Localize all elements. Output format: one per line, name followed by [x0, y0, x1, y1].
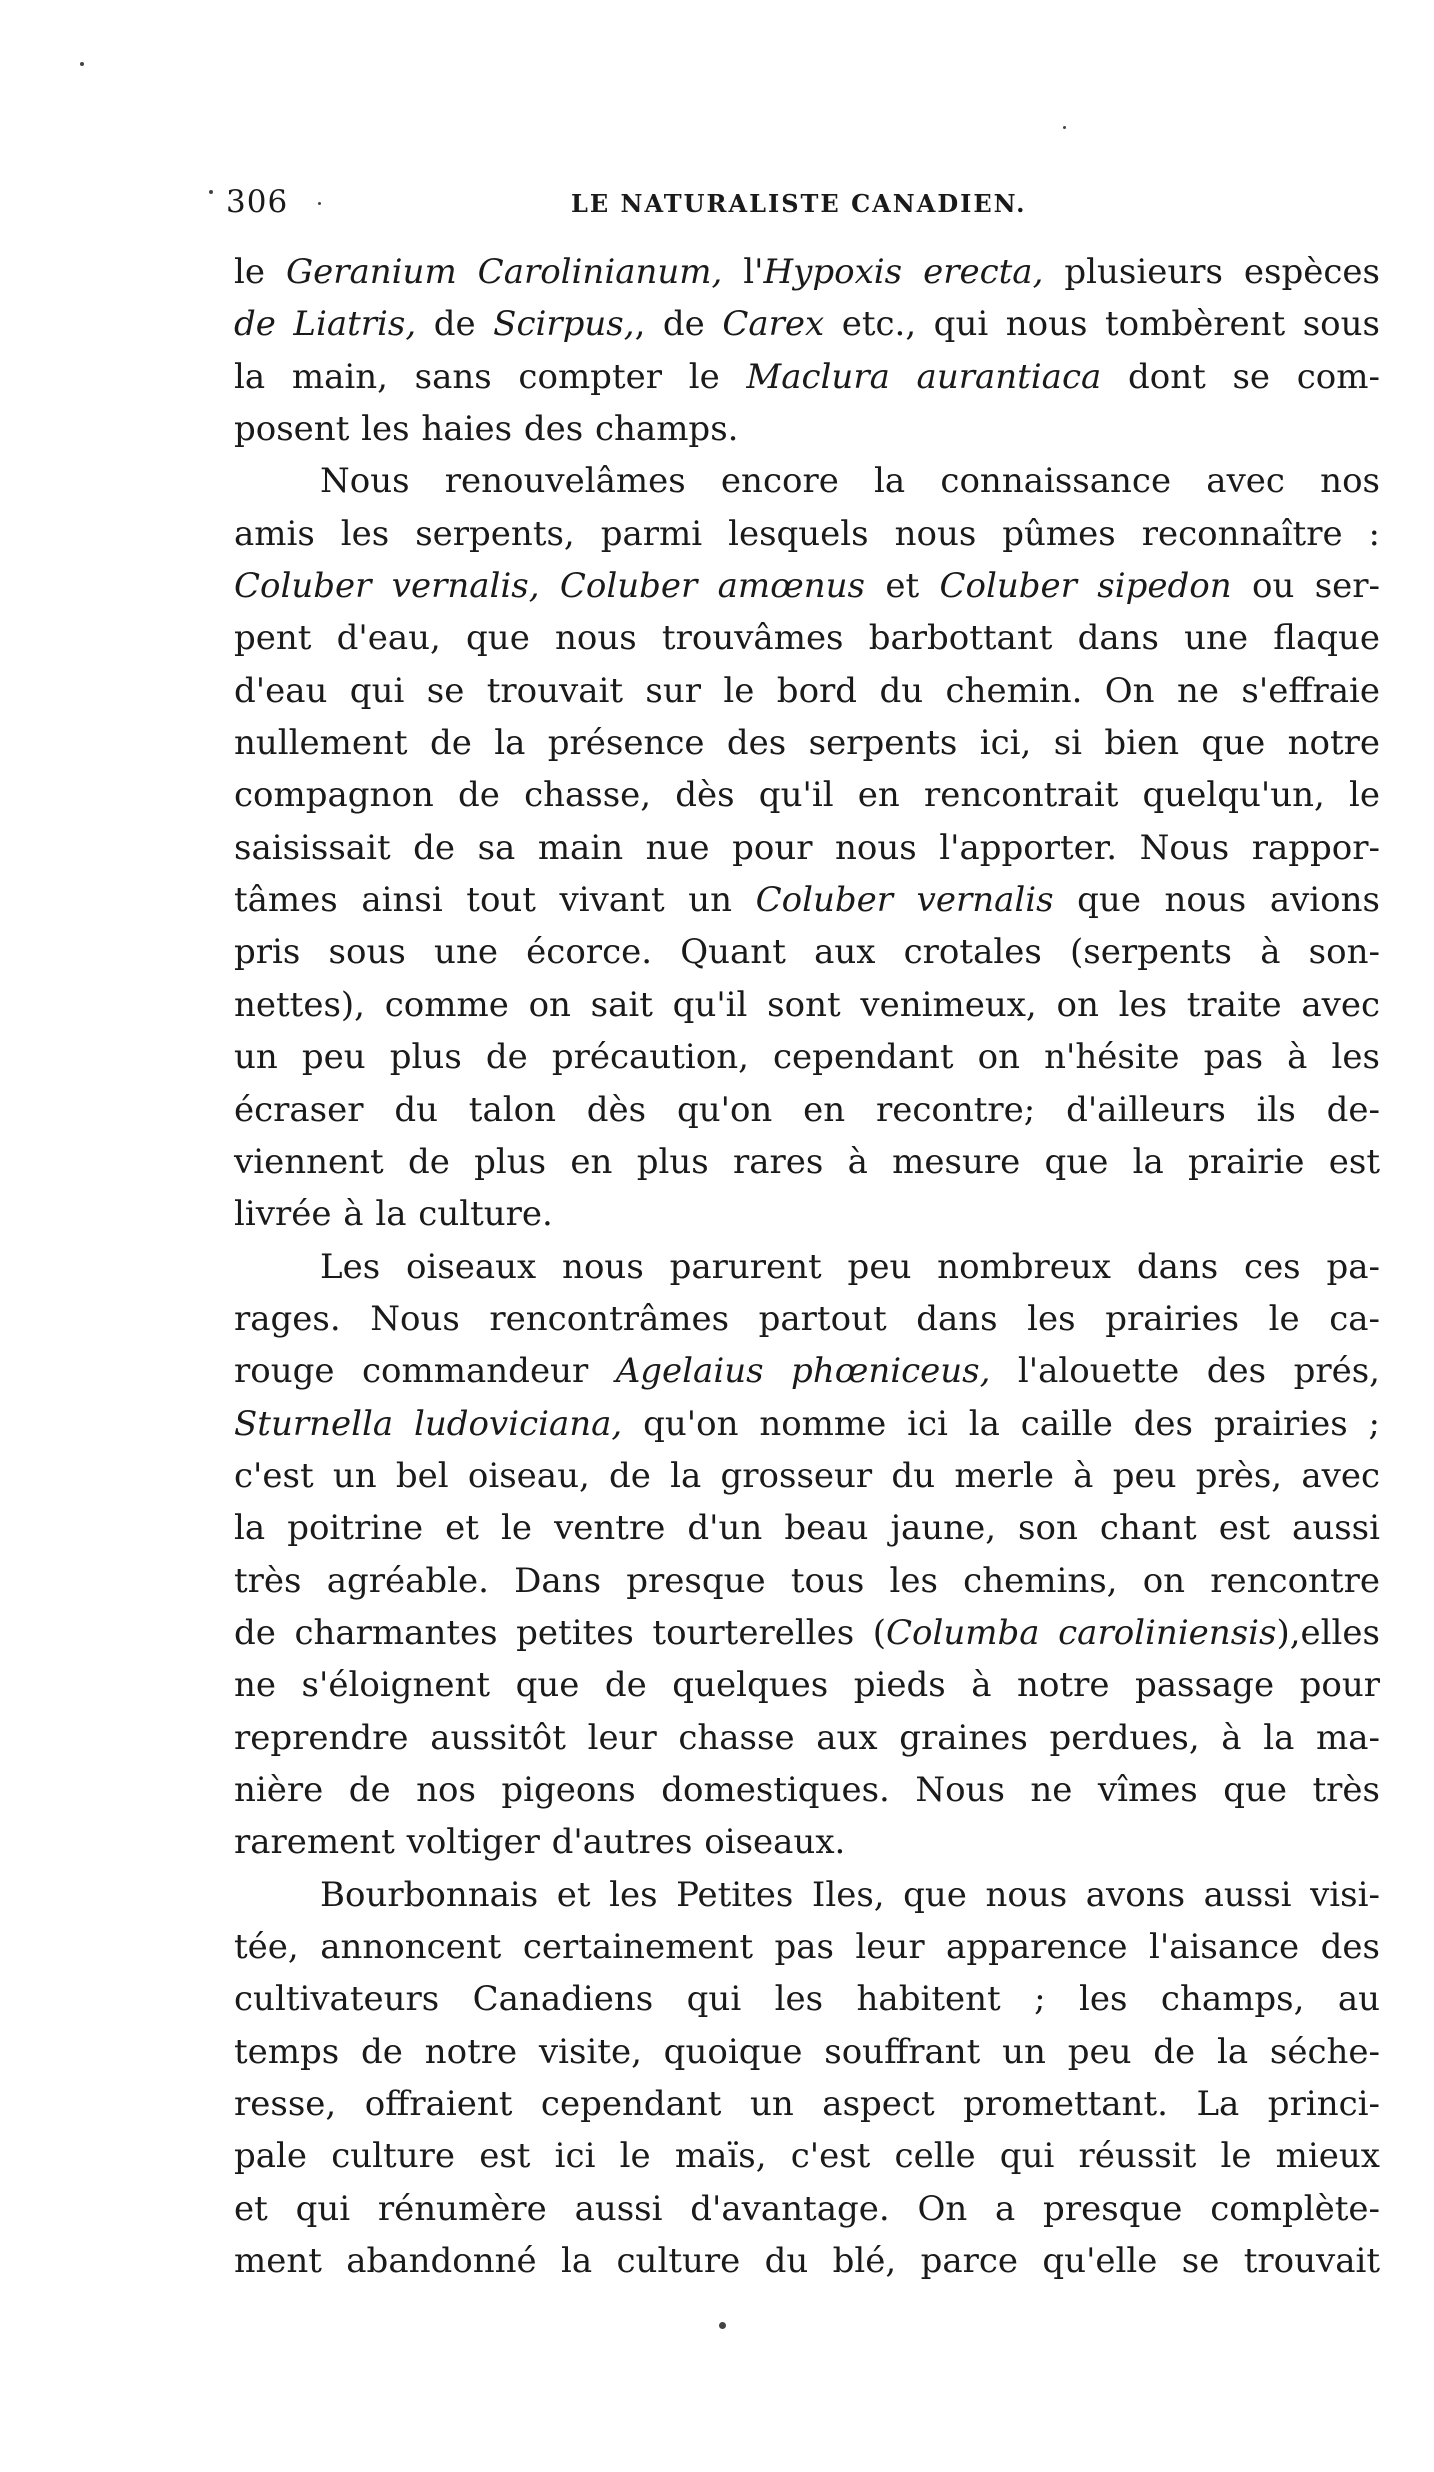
body-text — [234, 246, 1380, 2287]
text-line: d'eau qui se trouvait sur le bord du chemin. On ne s'effraie — [234, 670, 1380, 711]
text-line: très agréable. Dans presque tous les chemins, on rencontre — [234, 1560, 1380, 1601]
text-line: temps de notre visite, quoique souffrant un peu de la séche- — [234, 2031, 1380, 2072]
text-line: amis les serpents, parmi lesquels nous pûmes reconnaître : — [234, 513, 1380, 554]
text-line: la poitrine et le ventre d'un beau jaune, son chant est aussi — [234, 1508, 1380, 1549]
text-line: ment abandonné la culture du blé, parce qu'elle se trouvait — [234, 2241, 1380, 2282]
text-line: cultivateurs Canadiens qui les habitent ; les champs, au — [234, 1979, 1380, 2020]
scan-speck — [80, 62, 84, 66]
text-line: compagnon de chasse, dès qu'il en rencontrait quelqu'un, le — [234, 775, 1380, 816]
journal-title: LE NATURALISTE CANADIEN. — [571, 189, 1027, 218]
text-line: tâmes ainsi tout vivant un Coluber vernalis que nous avions — [234, 880, 1380, 921]
text-line: viennent de plus en plus rares à mesure que la prairie est — [234, 1141, 1380, 1182]
scan-speck — [719, 2322, 726, 2329]
text-line: Nous renouvelâmes encore la connaissance avec nos — [320, 461, 1380, 502]
text-line: de Liatris, de Scirpus,, de Carex etc., qui nous tombèrent sous — [234, 304, 1380, 345]
text-line: un peu plus de précaution, cependant on n'hésite pas à les — [234, 1037, 1380, 1078]
text-line: saisissait de sa main nue pour nous l'apporter. Nous rappor- — [234, 827, 1380, 868]
scan-speck — [209, 190, 213, 194]
text-line: et qui rénumère aussi d'avantage. On a presque complète- — [234, 2188, 1380, 2229]
page-number: 306 — [226, 184, 289, 220]
text-line: la main, sans compter le Maclura aurantiaca dont se com- — [234, 356, 1381, 397]
text-line: nullement de la présence des serpents ici, si bien que notre — [234, 723, 1380, 764]
text-line: Les oiseaux nous parurent peu nombreux dans ces pa- — [320, 1246, 1380, 1287]
text-line: posent les haies des champs. — [234, 409, 739, 450]
text-line: nière de nos pigeons domestiques. Nous ne vîmes que très — [234, 1769, 1380, 1810]
text-line: écraser du talon dès qu'on en recontre; d'ailleurs ils de- — [234, 1089, 1380, 1130]
text-line: nettes), comme on sait qu'il sont venimeux, on les traite avec — [234, 984, 1380, 1025]
text-line: resse, offraient cependant un aspect promettant. La princi- — [234, 2084, 1380, 2125]
text-line: pent d'eau, que nous trouvâmes barbottant dans une flaque — [234, 618, 1380, 659]
text-line: c'est un bel oiseau, de la grosseur du merle à peu près, avec — [234, 1455, 1380, 1496]
text-line: Coluber vernalis, Coluber amœnus et Coluber sipedon ou ser- — [234, 566, 1381, 607]
text-line: rarement voltiger d'autres oiseaux. — [234, 1822, 846, 1863]
text-line: ne s'éloignent que de quelques pieds à notre passage pour — [234, 1665, 1380, 1706]
running-head — [226, 182, 1380, 222]
scan-speck — [1063, 126, 1066, 129]
text-line: de charmantes petites tourterelles (Columba caroliniensis),elles — [234, 1612, 1380, 1653]
scan-speck — [318, 202, 321, 205]
text-line: rouge commandeur Agelaius phœniceus, l'alouette des prés, — [234, 1351, 1380, 1392]
text-line: reprendre aussitôt leur chasse aux graines perdues, à la ma- — [234, 1717, 1380, 1758]
text-line: rages. Nous rencontrâmes partout dans les prairies le ca- — [234, 1298, 1380, 1339]
text-line: tée, annoncent certainement pas leur apparence l'aisance des — [234, 1927, 1380, 1967]
text-line: Bourbonnais et les Petites Iles, que nous avons aussi visi- — [320, 1874, 1380, 1915]
text-line: livrée à la culture. — [234, 1194, 553, 1235]
text-line: Sturnella ludoviciana, qu'on nomme ici la caille des prairies ; — [234, 1403, 1380, 1444]
text-line: pris sous une écorce. Quant aux crotales (serpents à son- — [234, 932, 1380, 973]
text-line: pale culture est ici le maïs, c'est celle qui réussit le mieux — [234, 2136, 1380, 2177]
text-line: le Geranium Carolinianum, l'Hypoxis erecta, plusieurs espèces — [234, 252, 1380, 292]
